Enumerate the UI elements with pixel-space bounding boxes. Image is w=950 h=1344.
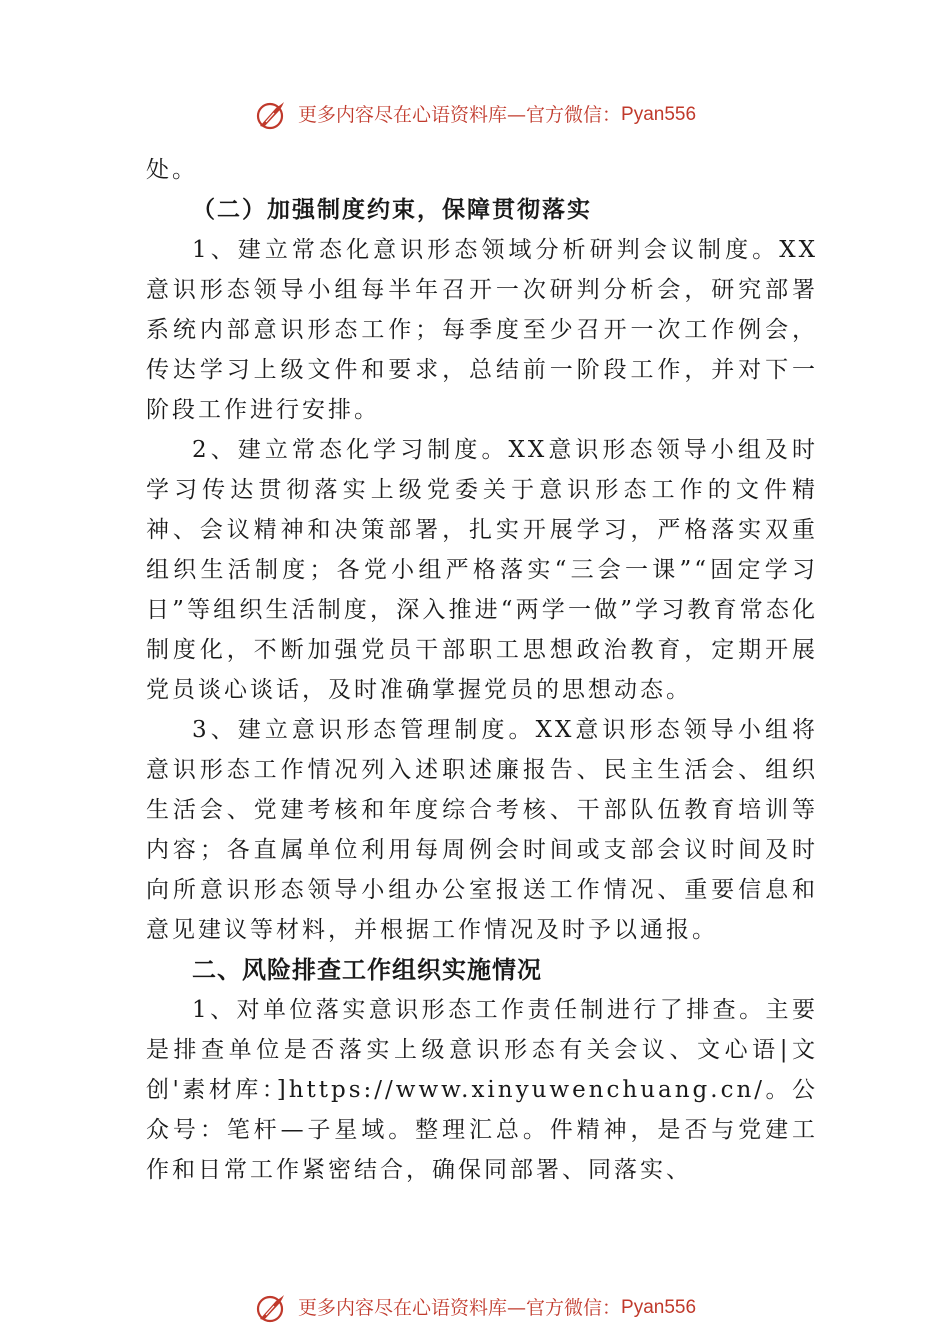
watermark-dash: — (507, 1297, 527, 1319)
paragraph-1: 1、建立常态化意识形态领域分析研判会议制度。XX意识形态领导小组每半年召开一次研判分析会，研究部署系统内部意识形态工作；每季度至少召开一次工作例会，传达学习上级文件和要求，总结前一阶段工作，并对下一阶段工作进行安排。 (146, 237, 818, 423)
feather-pen-logo-icon (254, 1293, 288, 1323)
subheading-2: （二）加强制度约束，保障贯彻落实 (192, 196, 592, 223)
section-heading-2: 二、风险排查工作组织实施情况 (192, 956, 542, 984)
watermark-wechat-id: Pyan556 (621, 104, 697, 125)
paragraph-4: 1、对单位落实意识形态工作责任制进行了排查。主要是排查单位是否落实上级意识形态有关会议、文心语|文创'素材库：]https://www.xinyuwenchuang.cn/。公众号：笔杆—子星域。整理汇总。件精神，是否与党建工作和日常工作紧密结合，确保同部署、同落实、 (146, 997, 818, 1183)
watermark-wechat-id: Pyan556 (621, 1297, 697, 1318)
watermark-wechat-label: 官方微信： (526, 104, 622, 126)
feather-pen-logo-icon (254, 100, 288, 130)
watermark-brand-text: 更多内容尽在心语资料库 (298, 1297, 508, 1319)
footer-watermark (0, 1292, 950, 1323)
paragraph-3: 3、建立意识形态管理制度。XX意识形态领导小组将意识形态工作情况列入述职述廉报告、民主生活会、组织生活会、党建考核和年度综合考核、干部队伍教育培训等内容；各直属单位利用每周例会时间或支部会议时间及时向所意识形态领导小组办公室报送工作情况、重要信息和意见建议等材料，并根据工作情况及时予以通报。 (146, 717, 818, 943)
paragraph-2: 2、建立常态化学习制度。XX意识形态领导小组及时学习传达贯彻落实上级党委关于意识形态工作的文件精神、会议精神和决策部署，扎实开展学习，严格落实双重组织生活制度；各党小组严格落实“三会一课”“固定学习日”等组织生活制度，深入推进“两学一做”学习教育常态化制度化，不断加强党员干部职工思想政治教育，定期开展党员谈心谈话，及时准确掌握党员的思想动态。 (146, 437, 818, 703)
document-body (146, 150, 818, 1190)
header-watermark (0, 99, 950, 130)
carryover-text: 处。 (146, 157, 198, 183)
watermark-wechat-label: 官方微信： (526, 1297, 622, 1319)
watermark-dash: — (507, 104, 527, 126)
watermark-brand-text: 更多内容尽在心语资料库 (298, 104, 508, 126)
